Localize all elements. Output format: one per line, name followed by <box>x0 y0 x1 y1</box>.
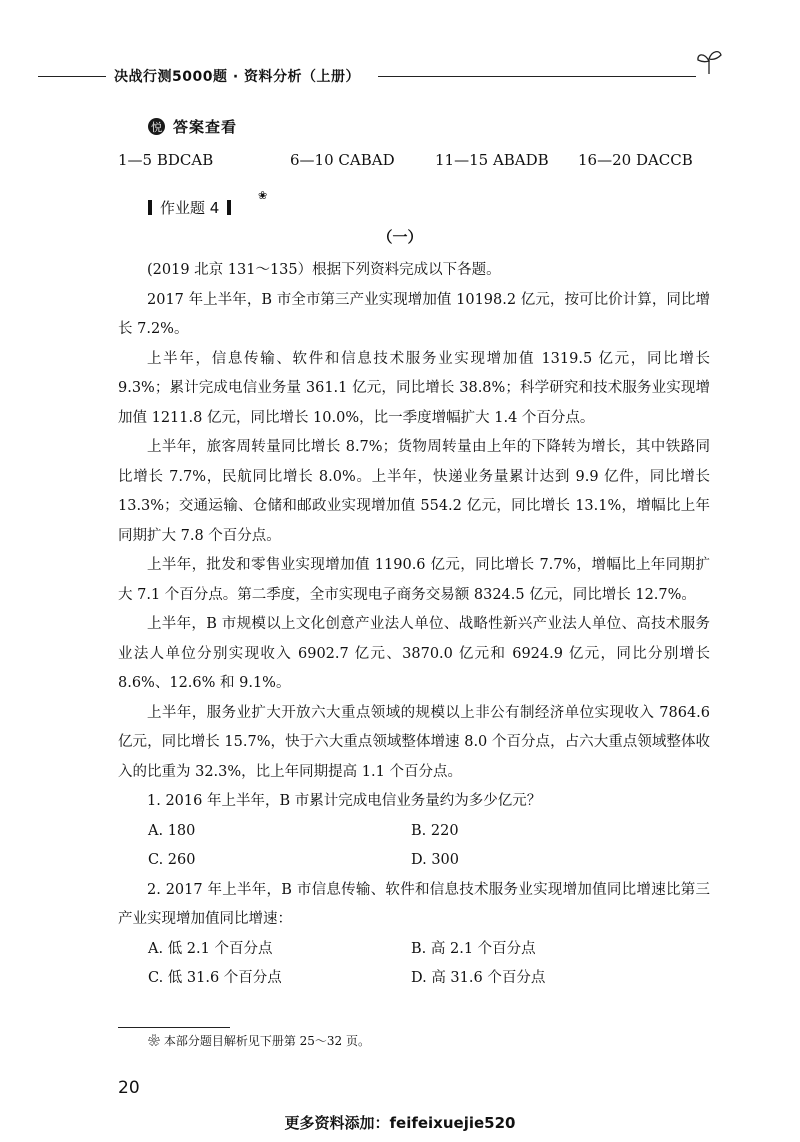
option-a: A. 180 <box>148 822 196 839</box>
options-row <box>118 817 710 847</box>
question-2: 2. 2017 年上半年，B 市信息传输、软件和信息技术服务业实现增加值同比增速比第三产业实现增加值同比增速： <box>118 881 710 927</box>
material-paragraph: 上半年，B 市规模以上文化创意产业法人单位、战略性新兴产业法人单位、高技术服务业法人单位分别实现收入 6902.7 亿元、3870.0 亿元和 6924.9 亿元，同比分别增长 8.6%、12.6% 和 9.1%。 <box>118 616 710 691</box>
footnote-rule <box>118 1027 230 1028</box>
option-b: B. 高 2.1 个百分点 <box>411 940 536 957</box>
heading-bar <box>227 200 231 215</box>
homework-title: 作业题 4 <box>160 199 220 217</box>
option-c: C. 260 <box>148 852 196 868</box>
material-paragraph: 上半年，信息传输、软件和信息技术服务业实现增加值 1319.5 亿元，同比增长 9.3%；累计完成电信业务量 361.1 亿元，同比增长 38.8%；科学研究和技术服务业实现增加值 1211.8 亿元，同比增长 10.0%，比一季度增幅扩大 1.4 个百分点。 <box>118 350 710 426</box>
options-row <box>118 846 710 876</box>
flower-icon: ❀ <box>258 189 268 202</box>
material-paragraph: 上半年，旅客周转量同比增长 8.7%；货物周转量由上年的下降转为增长，其中铁路同比增长 7.7%，民航同比增长 8.0%。上半年，快递业务量累计达到 9.9 亿件，同比增长 13.3%；交通运输、仓储和邮政业实现增加值 554.2 亿元，同比增长 13.1%，增幅比上年同期扩大 7.8 个百分点。 <box>118 439 710 544</box>
heading-bar <box>148 200 152 215</box>
answer-group: 11—15 ABADB <box>435 151 549 169</box>
page-number: 20 <box>118 1078 140 1098</box>
material-paragraph: 2017 年上半年，B 市全市第三产业实现增加值 10198.2 亿元，按可比价计算，同比增长 7.2%。 <box>118 291 710 337</box>
option-a: A. 低 2.1 个百分点 <box>148 940 273 957</box>
option-b: B. 220 <box>411 822 459 839</box>
footnote: ❀ 本部分题目解析见下册第 25～32 页。 <box>148 1034 370 1048</box>
material-body <box>118 256 710 994</box>
header-rule-right <box>378 76 696 77</box>
header-rule-left <box>38 76 106 77</box>
section-marker: （一） <box>377 228 423 246</box>
watermark-text: 更多资料添加：feifeixuejie520 <box>284 1114 516 1132</box>
option-d: D. 300 <box>411 852 460 868</box>
answer-group: 16—20 DACCB <box>578 151 693 169</box>
material-paragraph: 上半年，服务业扩大开放六大重点领域的规模以上非公有制经济单位实现收入 7864.6 亿元，同比增长 15.7%，快于六大重点领域整体增速 8.0 个百分点，占六大重点领域整体收入的比重为 32.3%，比上年同期提高 1.1 个百分点。 <box>118 704 710 780</box>
answer-section-heading <box>148 116 237 137</box>
question-1: 1. 2016 年上半年，B 市累计完成电信业务量约为多少亿元？ <box>147 793 542 809</box>
answer-section-title: 答案查看 <box>173 118 238 136</box>
homework-heading <box>148 197 231 218</box>
sprout-icon <box>694 46 724 76</box>
material-paragraph: 上半年，批发和零售业实现增加值 1190.6 亿元，同比增长 7.7%，增幅比上年同期扩大 7.1 个百分点。第二季度，全市实现电子商务交易额 8324.5 亿元，同比增长 12.7%。 <box>118 557 710 603</box>
intro-line: (2019 北京 131～135）根据下列资料完成以下各题。 <box>147 262 501 278</box>
option-c: C. 低 31.6 个百分点 <box>148 970 282 986</box>
answer-group: 6—10 CABAD <box>290 151 395 169</box>
answer-group: 1—5 BDCAB <box>118 151 214 169</box>
option-d: D. 高 31.6 个百分点 <box>411 970 546 986</box>
options-row <box>118 964 710 994</box>
options-row <box>118 935 710 965</box>
answer-badge-icon: 悦 <box>148 118 165 135</box>
book-title: 决战行测5000题 · 资料分析（上册） <box>114 69 361 85</box>
